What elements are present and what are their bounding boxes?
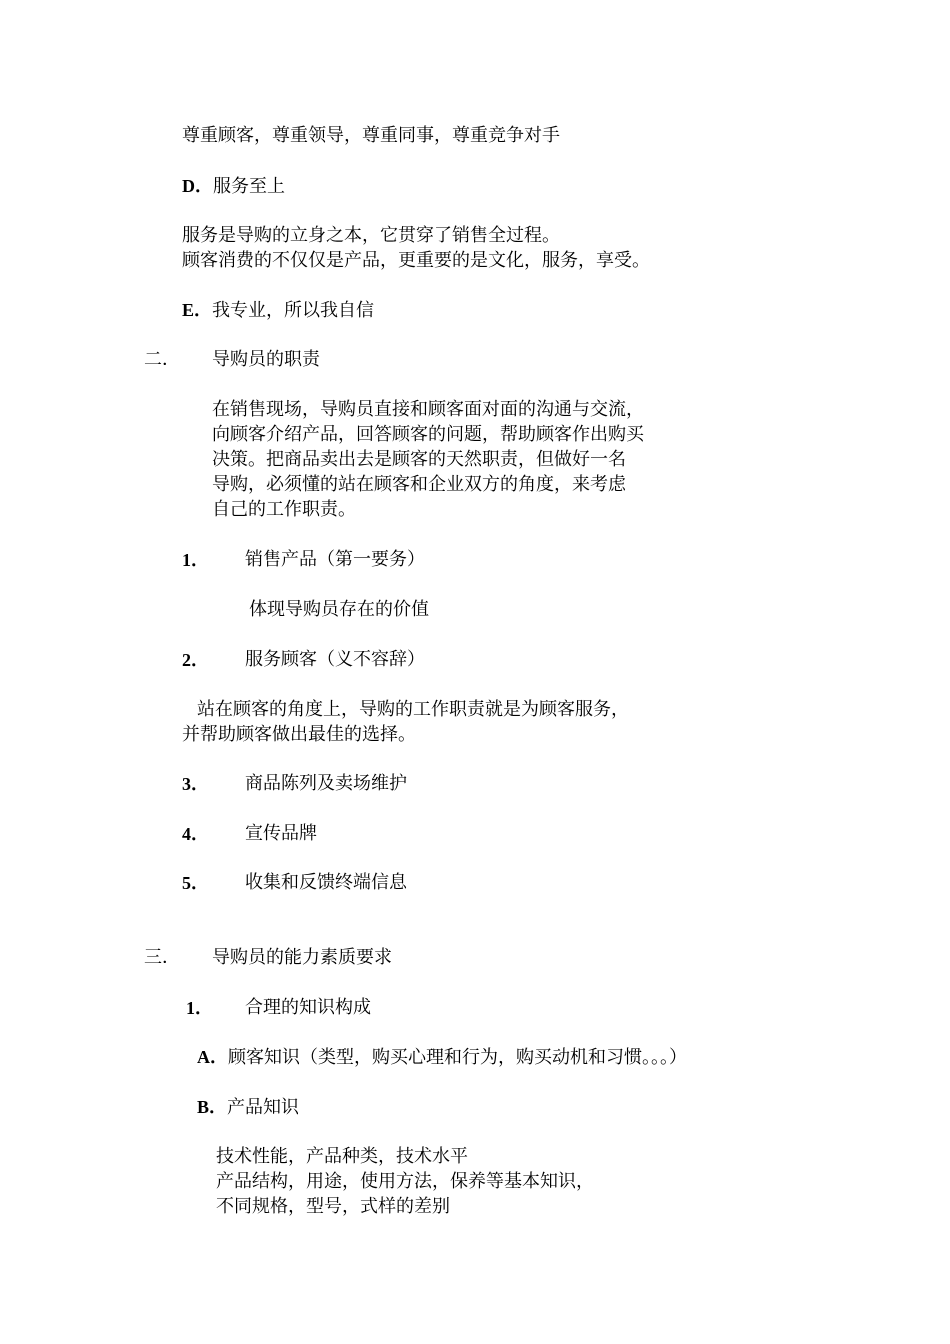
list-number: 2． xyxy=(182,650,209,670)
section-3-number: 三． xyxy=(144,947,180,968)
list-number: 5． xyxy=(182,873,209,893)
paragraph-line: 站在顾客的角度上，导购的工作职责就是为顾客服务， xyxy=(197,699,629,720)
point-b-text: 产品知识 xyxy=(227,1097,300,1118)
list-number: 1． xyxy=(186,998,213,1018)
list-item-text: 收集和反馈终端信息 xyxy=(245,872,407,893)
list-item-text: 销售产品（第一要务） xyxy=(245,549,425,570)
list-item-text: 服务顾客（义不容辞） xyxy=(245,649,425,670)
point-d xyxy=(182,174,285,199)
point-a-label: A． xyxy=(197,1047,228,1067)
point-a xyxy=(197,1045,687,1070)
point-b-label: B． xyxy=(197,1097,228,1117)
paragraph-line: 导购，必须懂的站在顾客和企业双方的角度，来考虑 xyxy=(212,474,626,495)
paragraph-line: 不同规格，型号，式样的差别 xyxy=(216,1196,450,1217)
point-d-label: D． xyxy=(182,176,213,196)
point-e-text: 我专业，所以我自信 xyxy=(212,300,375,321)
point-e-label: E． xyxy=(182,300,213,320)
list-number: 1． xyxy=(182,550,209,570)
paragraph-line: 并帮助顾客做出最佳的选择。 xyxy=(182,724,416,745)
point-d-text: 服务至上 xyxy=(213,176,285,197)
section-2-number: 二． xyxy=(144,349,180,370)
paragraph-line: 服务是导购的立身之本，它贯穿了销售全过程。 xyxy=(182,225,560,246)
point-b xyxy=(197,1095,299,1120)
paragraph-line: 在销售现场，导购员直接和顾客面对面的沟通与交流， xyxy=(212,399,644,420)
paragraph-line: 技术性能，产品种类，技术水平 xyxy=(216,1146,468,1167)
paragraph-line: 向顾客介绍产品，回答顾客的问题，帮助顾客作出购买 xyxy=(212,424,644,445)
list-item-text: 商品陈列及卖场维护 xyxy=(245,773,407,794)
paragraph-line: 自己的工作职责。 xyxy=(212,499,356,520)
paragraph-line: 决策。把商品卖出去是顾客的天然职责，但做好一名 xyxy=(212,449,626,470)
paragraph-line: 顾客消费的不仅仅是产品，更重要的是文化，服务，享受。 xyxy=(182,250,650,271)
point-e xyxy=(182,298,374,323)
section-3-title: 导购员的能力素质要求 xyxy=(212,947,392,968)
list-item-text: 合理的知识构成 xyxy=(245,997,371,1018)
point-a-text: 顾客知识（类型，购买心理和行为，购买动机和习惯。。。） xyxy=(228,1047,687,1068)
paragraph-line: 产品结构，用途，使用方法，保养等基本知识， xyxy=(216,1171,594,1192)
list-item-text: 宣传品牌 xyxy=(245,823,317,844)
list-number: 3． xyxy=(182,774,209,794)
list-number: 4． xyxy=(182,824,209,844)
item-1-description: 体现导购员存在的价值 xyxy=(249,599,429,620)
section-2-title: 导购员的职责 xyxy=(212,349,320,370)
respect-line: 尊重顾客，尊重领导，尊重同事，尊重竞争对手 xyxy=(182,125,560,146)
